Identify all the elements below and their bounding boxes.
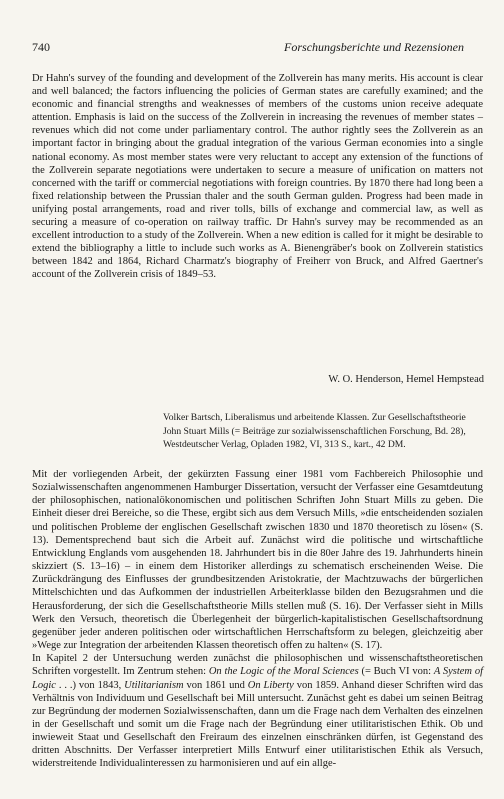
review-2-body [32,468,483,771]
text-run: (= Buch VI von: [358,666,434,678]
book-title: On the Logic of the Moral Sciences [208,666,359,678]
review-1-body: Dr Hahn's survey of the founding and development of the Zollverein has many merits. His account is clear and well balanced; the factors influencing the policies of German states are carefully examined; and the economic and financial strengths and weaknesses of members of the customs union receive adequate attention. Emphasis is laid on the success of the Zollverein in increasing the revenues of member states – revenues which did not come under parliamentary control. The author rightly sees the Zollverein as an important factor in bringing about the gradual integration of the various German economies into a single national economy. As most member states were very reluctant to accept any extension of the functions of the Zollverein separate negotiations were undertaken to secure a measure of unification on matters not concerned with the tariff or commercial negotiations with foreign countries. By 1870 there had long been a fixed relationship between the Prussian thaler and the south German gulden. Progress had been made in unifying postal arrangements, road and river tolls, bills of exchange and commercial law, as well as securing a measure of co-operation on railway traffic. Dr Hahn's survey may be recommended as an excellent introduction to a study of the Zollverein. When a new edition is called for it might be desirable to extend the bibliography a little to include such works as A. Bienengräber's book on Zollverein statistics between 1842 and 1864, Richard Charmatz's biography of Freiherr von Bruck, and Alfred Gaertner's account of the Zollverein crisis of 1849–53. [32,73,483,281]
review-2-paragraph-2 [32,652,483,770]
book-title: A System of Logic [32,666,483,691]
book-title: On Liberty [247,679,294,691]
text-run: . . .) von 1843, [55,679,125,691]
text-run: von 1861 und [183,679,248,691]
review-2-citation: Volker Bartsch, Liberalismus und arbeitende Klassen. Zur Gesellschaftstheorie John Stuart Mills (= Beiträge zur sozialwissenschaftlichen Forschung, Bd. 28), Westdeutscher Verlag, Opladen 1982, VI, 313 S., kart., 42 DM. [163,412,466,450]
running-head: Forschungsberichte und Rezensionen [284,40,464,54]
page-header [32,40,464,56]
page-number: 740 [32,40,50,54]
review-1-signature: W. O. Henderson, Hemel Hempstead [328,374,484,385]
text-run: von 1859. Anhand dieser Schriften wird das Verhältnis von Individuum und Gesellschaft bei Mill untersucht. Zunächst geht es dabei um seinen Beitrag zur Begründung der modernen Sozialwissenschaften, dann um die Frage nach dem Verhalten des einzelnen in der Gesellschaft und somit um die Frage nach der Begründung einer utilitaristischen Ethik. Ob und inwieweit Staat und Gesellschaft den Freiraum des einzelnen einschränken dürfen, ist Gegenstand des dritten Abschnitts. Der Verfasser interpretiert Mills Entwurf einer utilitaristischen Ethik als Versuch, widerstreitende Individualinteressen zu harmonisieren und auf ein allge- [32,679,484,770]
book-title: Utilitarianism [124,679,184,691]
review-2-paragraph-1: Mit der vorliegenden Arbeit, der gekürzten Fassung einer 1981 vom Fachbereich Philosophie und Sozialwissenschaften angenommenen Hamburger Dissertation, versucht der Verfasser eine Gesamtdeutung der philosophischen, nationalökonomischen und politischen Schriften John Stuart Mills zu geben. Die Einheit dieser drei Bereiche, so die These, ergibt sich aus dem Versuch Mills, »die entscheidenden sozialen und politischen Probleme der englischen Gesellschaft zwischen 1830 und 1870 theoretisch zu lösen« (S. 13). Dementsprechend baut sich die Arbeit auf. Zunächst wird die politische und wirtschaftliche Entwicklung Englands vom ausgehenden 18. Jahrhundert bis in die 80er Jahre des 19. Jahrhunderts hinein skizziert (S. 13–16) – in einem dem Historiker allerdings zu schematisch erscheinenden Weise. Die Zurückdrängung des Einflusses der grundbesitzenden Aristokratie, der Machtzuwachs der bürgerlichen Mittelschichten und das Aufkommen der industriellen Arbeiterklasse bilden den Bezugsrahmen und die Herausforderung, der sich die Gesellschaftstheorie Mills stellen muß (S. 16). Der Verfasser sieht in Mills Werk den Versuch, theoretisch die Überlegenheit der bürgerlich-kapitalistischen Gesellschaftsordnung gegenüber jeder anderen politischen oder wirtschaftlichen Herrschaftsform zu belegen, gleichzeitig aber »Wege zur Integration der arbeitenden Klassen theoretisch offen zu halten« (S. 17). [32,469,483,652]
text-run: In Kapitel 2 der Untersuchung werden zunächst die philosophischen und wissenschaftstheoretischen Schriften vorgestellt. Im Zentrum stehen: [32,653,483,678]
